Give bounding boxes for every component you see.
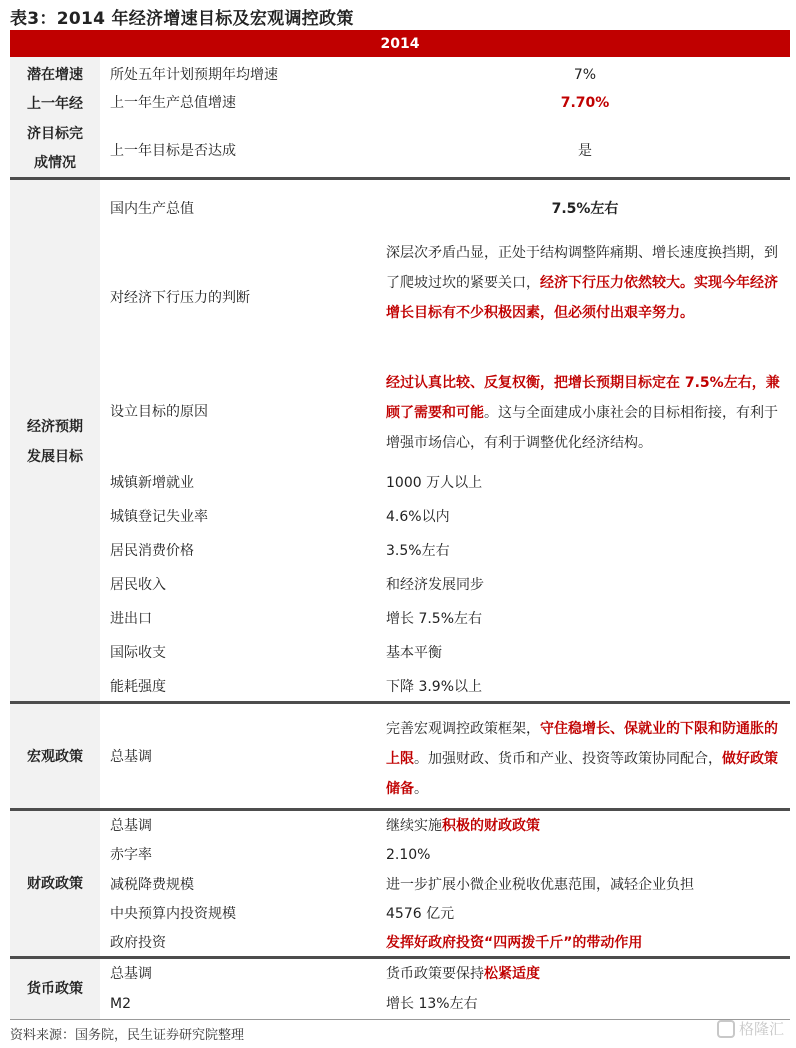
row-item: 居民收入: [110, 577, 166, 593]
row-item: 总基调: [110, 749, 152, 765]
row-item: 城镇新增就业: [110, 475, 194, 491]
row-value: [386, 964, 540, 984]
row-item: 居民消费价格: [110, 543, 194, 559]
section-label: 财政政策: [27, 876, 83, 892]
highlight-run: 松紧适度: [484, 966, 540, 982]
row-item: 上一年目标是否达成: [110, 143, 236, 159]
row-item: 减税降费规模: [110, 877, 194, 893]
highlight-run: 守住稳增长、保就业的下限和防通胀的上限: [386, 721, 778, 767]
watermark-text: 格隆汇: [738, 1020, 784, 1038]
row-value: 进一步扩展小微企业税收优惠范围，减轻企业负担: [386, 877, 694, 893]
section-label: 宏观政策: [27, 749, 83, 765]
row-value: [386, 816, 540, 836]
section-macro: [10, 704, 790, 808]
row-item: 总基调: [110, 966, 152, 982]
row-item: 中央预算内投资规模: [110, 906, 236, 922]
year-header: 2014: [10, 30, 790, 57]
source-note: 资料来源：国务院，民生证券研究院整理: [10, 1028, 245, 1043]
text-run: 货币政策要保持: [386, 966, 484, 982]
text-run: 。: [414, 781, 428, 797]
row-value: 是: [578, 143, 592, 159]
section-label: 潜在增速: [27, 67, 83, 83]
section-potential: [10, 57, 790, 177]
text-run: 继续实施: [386, 818, 442, 834]
row-item: M2: [110, 996, 131, 1012]
section-fiscal: [10, 811, 790, 956]
section-label: 成情况: [34, 155, 76, 171]
highlight-run: 做好政策储备: [386, 751, 778, 797]
row-value: 和经济发展同步: [386, 577, 484, 593]
highlight-run: 经过认真比较、反复权衡，把增长预期目标定在 7.5%左右，兼顾了需要和可能: [386, 375, 780, 421]
row-item: 设立目标的原因: [110, 404, 208, 420]
row-value: 3.5%左右: [386, 543, 450, 559]
row-value: 下降 3.9%以上: [386, 679, 483, 695]
row-item: 对经济下行压力的判断: [110, 290, 250, 306]
row-value: 增长 7.5%左右: [386, 611, 483, 627]
row-value: 基本平衡: [386, 645, 442, 661]
row-value: 7.5%左右: [551, 201, 619, 217]
section-label: 上一年经: [27, 96, 83, 112]
watermark-logo-icon: [717, 1020, 735, 1038]
text-run: 。这与全面建成小康社会的目标相衔接，有利于增强市场信心，有利于调整优化经济结构。: [386, 405, 778, 451]
text-run: 。加强财政、货币和产业、投资等政策协同配合，: [414, 751, 722, 767]
section-label: 济目标完: [27, 126, 83, 142]
row-item: 城镇登记失业率: [110, 509, 208, 525]
row-item: 上一年生产总值增速: [110, 95, 236, 111]
macro-text: [386, 714, 784, 804]
section-label: 经济预期: [27, 419, 83, 435]
highlight-run: 经济下行压力依然较大。实现今年经济增长目标有不少积极因素，但必须付出艰辛努力。: [386, 275, 778, 321]
row-value: 4576 亿元: [386, 906, 455, 922]
row-value: 7%: [573, 67, 597, 83]
row-item: 国内生产总值: [110, 201, 194, 217]
row-item: 总基调: [110, 818, 152, 834]
row-value: 发挥好政府投资“四两拨千斤”的带动作用: [386, 935, 643, 951]
row-item: 政府投资: [110, 935, 166, 951]
table-title: 表3：2014 年经济增速目标及宏观调控政策: [10, 9, 354, 29]
row-item: 进出口: [110, 611, 152, 627]
row-value: 1000 万人以上: [386, 475, 483, 491]
row-value: 2.10%: [386, 847, 431, 863]
text-run: 深层次矛盾凸显，正处于结构调整阵痛期、增长速度换挡期，到了爬坡过坎的紧要关口，: [386, 245, 778, 291]
judgment-text: [386, 238, 784, 328]
reason-text: [386, 368, 784, 458]
row-item: 所处五年计划预期年均增速: [110, 67, 278, 83]
section-label: 货币政策: [27, 981, 83, 997]
watermark: [717, 1018, 784, 1039]
table-bottom-rule: [10, 1019, 790, 1020]
section-label: 发展目标: [27, 449, 83, 465]
row-value: 增长 13%左右: [386, 996, 478, 1012]
row-item: 能耗强度: [110, 679, 166, 695]
row-value: 7.70%: [560, 95, 610, 111]
highlight-run: 积极的财政政策: [442, 818, 540, 834]
row-value: 4.6%以内: [386, 509, 450, 525]
row-item: 国际收支: [110, 645, 166, 661]
section-monetary: [10, 959, 790, 1019]
text-run: 完善宏观调控政策框架，: [386, 721, 540, 737]
row-item: 赤字率: [110, 847, 152, 863]
section-targets: [10, 180, 790, 701]
